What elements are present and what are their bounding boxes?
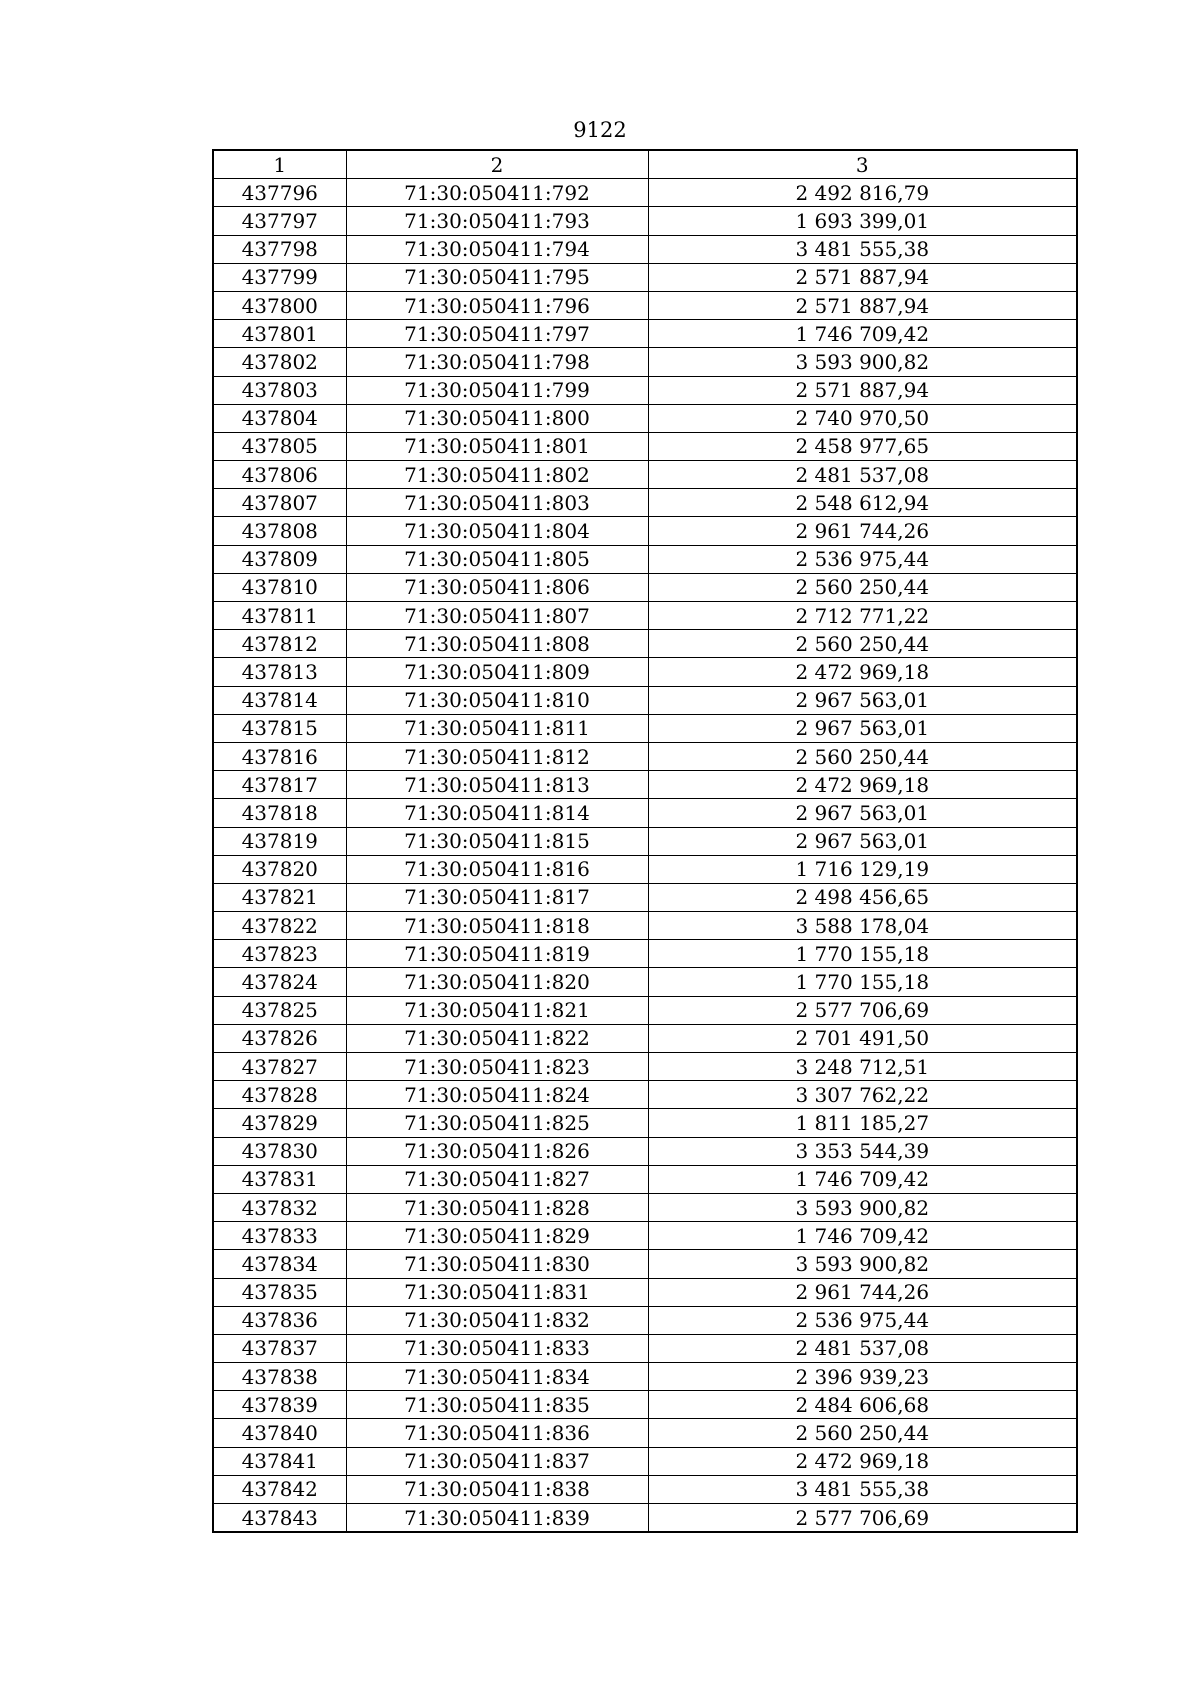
table-row — [213, 1447, 1077, 1475]
row-number-cell: 437828 — [213, 1081, 346, 1109]
value-cell: 2 484 606,68 — [648, 1391, 1077, 1419]
cadastral-number-cell: 71:30:050411:832 — [346, 1306, 648, 1334]
cadastral-number-cell: 71:30:050411:796 — [346, 291, 648, 319]
data-table — [212, 149, 1078, 1533]
value-cell: 2 967 563,01 — [648, 686, 1077, 714]
cadastral-number-cell: 71:30:050411:813 — [346, 771, 648, 799]
cadastral-number-cell: 71:30:050411:837 — [346, 1447, 648, 1475]
row-number-cell: 437800 — [213, 291, 346, 319]
value-cell: 3 353 544,39 — [648, 1137, 1077, 1165]
table-row — [213, 545, 1077, 573]
cadastral-number-cell: 71:30:050411:807 — [346, 602, 648, 630]
cadastral-number-cell: 71:30:050411:820 — [346, 968, 648, 996]
table-row — [213, 742, 1077, 770]
table-row — [213, 1024, 1077, 1052]
row-number-cell: 437825 — [213, 996, 346, 1024]
cadastral-number-cell: 71:30:050411:803 — [346, 489, 648, 517]
value-cell: 2 560 250,44 — [648, 742, 1077, 770]
value-cell: 2 967 563,01 — [648, 714, 1077, 742]
table-row — [213, 320, 1077, 348]
value-cell: 2 548 612,94 — [648, 489, 1077, 517]
cadastral-number-cell: 71:30:050411:805 — [346, 545, 648, 573]
table-row — [213, 1504, 1077, 1533]
value-cell: 2 571 887,94 — [648, 376, 1077, 404]
value-cell: 2 498 456,65 — [648, 883, 1077, 911]
table-row — [213, 968, 1077, 996]
value-cell: 3 481 555,38 — [648, 1475, 1077, 1503]
table-row — [213, 799, 1077, 827]
row-number-cell: 437804 — [213, 404, 346, 432]
table-row — [213, 207, 1077, 235]
value-cell: 1 746 709,42 — [648, 320, 1077, 348]
row-number-cell: 437817 — [213, 771, 346, 799]
value-cell: 1 746 709,42 — [648, 1165, 1077, 1193]
value-cell: 2 571 887,94 — [648, 263, 1077, 291]
value-cell: 3 593 900,82 — [648, 1250, 1077, 1278]
table-row — [213, 602, 1077, 630]
cadastral-number-cell: 71:30:050411:834 — [346, 1363, 648, 1391]
row-number-cell: 437813 — [213, 658, 346, 686]
cadastral-number-cell: 71:30:050411:824 — [346, 1081, 648, 1109]
value-cell: 2 577 706,69 — [648, 996, 1077, 1024]
cadastral-number-cell: 71:30:050411:814 — [346, 799, 648, 827]
cadastral-number-cell: 71:30:050411:825 — [346, 1109, 648, 1137]
row-number-cell: 437837 — [213, 1334, 346, 1362]
value-cell: 2 961 744,26 — [648, 1278, 1077, 1306]
cadastral-number-cell: 71:30:050411:826 — [346, 1137, 648, 1165]
row-number-cell: 437832 — [213, 1193, 346, 1221]
value-cell: 2 481 537,08 — [648, 1334, 1077, 1362]
row-number-cell: 437802 — [213, 348, 346, 376]
row-number-cell: 437836 — [213, 1306, 346, 1334]
cadastral-number-cell: 71:30:050411:794 — [346, 235, 648, 263]
table-row — [213, 291, 1077, 319]
value-cell: 2 536 975,44 — [648, 1306, 1077, 1334]
cadastral-number-cell: 71:30:050411:804 — [346, 517, 648, 545]
row-number-cell: 437819 — [213, 827, 346, 855]
value-cell: 2 560 250,44 — [648, 630, 1077, 658]
cadastral-number-cell: 71:30:050411:812 — [346, 742, 648, 770]
row-number-cell: 437805 — [213, 432, 346, 460]
value-cell: 2 701 491,50 — [648, 1024, 1077, 1052]
row-number-cell: 437833 — [213, 1222, 346, 1250]
cadastral-number-cell: 71:30:050411:792 — [346, 179, 648, 207]
row-number-cell: 437822 — [213, 912, 346, 940]
table-row — [213, 573, 1077, 601]
value-cell: 2 481 537,08 — [648, 461, 1077, 489]
cadastral-number-cell: 71:30:050411:836 — [346, 1419, 648, 1447]
row-number-cell: 437842 — [213, 1475, 346, 1503]
table-row — [213, 996, 1077, 1024]
cadastral-number-cell: 71:30:050411:833 — [346, 1334, 648, 1362]
table-row — [213, 940, 1077, 968]
table-row — [213, 1419, 1077, 1447]
row-number-cell: 437839 — [213, 1391, 346, 1419]
value-cell: 2 472 969,18 — [648, 771, 1077, 799]
table-row — [213, 404, 1077, 432]
row-number-cell: 437827 — [213, 1053, 346, 1081]
table-row — [213, 883, 1077, 911]
page-number: 9122 — [573, 118, 627, 142]
table-body — [213, 179, 1077, 1533]
cadastral-number-cell: 71:30:050411:797 — [346, 320, 648, 348]
row-number-cell: 437818 — [213, 799, 346, 827]
row-number-cell: 437840 — [213, 1419, 346, 1447]
table-row — [213, 1334, 1077, 1362]
column-header-2: 2 — [346, 150, 648, 179]
table-row — [213, 714, 1077, 742]
value-cell: 2 458 977,65 — [648, 432, 1077, 460]
table-header-row — [213, 150, 1077, 179]
row-number-cell: 437834 — [213, 1250, 346, 1278]
table-row — [213, 489, 1077, 517]
value-cell: 1 693 399,01 — [648, 207, 1077, 235]
cadastral-number-cell: 71:30:050411:831 — [346, 1278, 648, 1306]
value-cell: 2 967 563,01 — [648, 827, 1077, 855]
row-number-cell: 437814 — [213, 686, 346, 714]
value-cell: 2 560 250,44 — [648, 1419, 1077, 1447]
cadastral-number-cell: 71:30:050411:800 — [346, 404, 648, 432]
value-cell: 3 481 555,38 — [648, 235, 1077, 263]
value-cell: 3 248 712,51 — [648, 1053, 1077, 1081]
row-number-cell: 437808 — [213, 517, 346, 545]
table-row — [213, 1250, 1077, 1278]
row-number-cell: 437829 — [213, 1109, 346, 1137]
cadastral-number-cell: 71:30:050411:798 — [346, 348, 648, 376]
cadastral-number-cell: 71:30:050411:822 — [346, 1024, 648, 1052]
cadastral-number-cell: 71:30:050411:828 — [346, 1193, 648, 1221]
table-row — [213, 1165, 1077, 1193]
row-number-cell: 437811 — [213, 602, 346, 630]
cadastral-number-cell: 71:30:050411:815 — [346, 827, 648, 855]
cadastral-number-cell: 71:30:050411:838 — [346, 1475, 648, 1503]
cadastral-number-cell: 71:30:050411:801 — [346, 432, 648, 460]
cadastral-number-cell: 71:30:050411:821 — [346, 996, 648, 1024]
value-cell: 2 536 975,44 — [648, 545, 1077, 573]
table-row — [213, 855, 1077, 883]
value-cell: 2 560 250,44 — [648, 573, 1077, 601]
table-row — [213, 630, 1077, 658]
table-row — [213, 1475, 1077, 1503]
table-row — [213, 263, 1077, 291]
table-row — [213, 1222, 1077, 1250]
value-cell: 3 593 900,82 — [648, 348, 1077, 376]
cadastral-number-cell: 71:30:050411:823 — [346, 1053, 648, 1081]
table-row — [213, 179, 1077, 207]
row-number-cell: 437824 — [213, 968, 346, 996]
table-row — [213, 1053, 1077, 1081]
row-number-cell: 437843 — [213, 1504, 346, 1533]
table-row — [213, 1109, 1077, 1137]
table-row — [213, 658, 1077, 686]
row-number-cell: 437812 — [213, 630, 346, 658]
table-row — [213, 517, 1077, 545]
table-row — [213, 1306, 1077, 1334]
table-row — [213, 1137, 1077, 1165]
table-row — [213, 376, 1077, 404]
value-cell: 2 740 970,50 — [648, 404, 1077, 432]
value-cell: 1 770 155,18 — [648, 968, 1077, 996]
cadastral-number-cell: 71:30:050411:795 — [346, 263, 648, 291]
cadastral-number-cell: 71:30:050411:793 — [346, 207, 648, 235]
table-row — [213, 461, 1077, 489]
table-row — [213, 1363, 1077, 1391]
row-number-cell: 437803 — [213, 376, 346, 404]
row-number-cell: 437809 — [213, 545, 346, 573]
value-cell: 2 472 969,18 — [648, 1447, 1077, 1475]
row-number-cell: 437841 — [213, 1447, 346, 1475]
cadastral-number-cell: 71:30:050411:839 — [346, 1504, 648, 1533]
table-row — [213, 1278, 1077, 1306]
table-row — [213, 686, 1077, 714]
row-number-cell: 437838 — [213, 1363, 346, 1391]
row-number-cell: 437810 — [213, 573, 346, 601]
value-cell: 2 577 706,69 — [648, 1504, 1077, 1533]
table-row — [213, 1391, 1077, 1419]
value-cell: 2 396 939,23 — [648, 1363, 1077, 1391]
row-number-cell: 437820 — [213, 855, 346, 883]
value-cell: 3 593 900,82 — [648, 1193, 1077, 1221]
cadastral-number-cell: 71:30:050411:835 — [346, 1391, 648, 1419]
value-cell: 1 746 709,42 — [648, 1222, 1077, 1250]
cadastral-number-cell: 71:30:050411:819 — [346, 940, 648, 968]
table-row — [213, 771, 1077, 799]
table-row — [213, 235, 1077, 263]
row-number-cell: 437830 — [213, 1137, 346, 1165]
table-row — [213, 912, 1077, 940]
table-row — [213, 1193, 1077, 1221]
value-cell: 2 712 771,22 — [648, 602, 1077, 630]
row-number-cell: 437835 — [213, 1278, 346, 1306]
row-number-cell: 437821 — [213, 883, 346, 911]
cadastral-number-cell: 71:30:050411:808 — [346, 630, 648, 658]
column-header-1: 1 — [213, 150, 346, 179]
value-cell: 1 716 129,19 — [648, 855, 1077, 883]
value-cell: 2 571 887,94 — [648, 291, 1077, 319]
value-cell: 3 588 178,04 — [648, 912, 1077, 940]
table-header — [213, 150, 1077, 179]
cadastral-number-cell: 71:30:050411:818 — [346, 912, 648, 940]
value-cell: 2 472 969,18 — [648, 658, 1077, 686]
table-row — [213, 432, 1077, 460]
row-number-cell: 437806 — [213, 461, 346, 489]
cadastral-number-cell: 71:30:050411:806 — [346, 573, 648, 601]
value-cell: 1 811 185,27 — [648, 1109, 1077, 1137]
row-number-cell: 437798 — [213, 235, 346, 263]
row-number-cell: 437796 — [213, 179, 346, 207]
row-number-cell: 437815 — [213, 714, 346, 742]
cadastral-number-cell: 71:30:050411:817 — [346, 883, 648, 911]
cadastral-number-cell: 71:30:050411:829 — [346, 1222, 648, 1250]
cadastral-number-cell: 71:30:050411:830 — [346, 1250, 648, 1278]
cadastral-number-cell: 71:30:050411:810 — [346, 686, 648, 714]
table-row — [213, 348, 1077, 376]
cadastral-number-cell: 71:30:050411:827 — [346, 1165, 648, 1193]
row-number-cell: 437831 — [213, 1165, 346, 1193]
value-cell: 2 492 816,79 — [648, 179, 1077, 207]
row-number-cell: 437823 — [213, 940, 346, 968]
cadastral-number-cell: 71:30:050411:799 — [346, 376, 648, 404]
row-number-cell: 437807 — [213, 489, 346, 517]
value-cell: 1 770 155,18 — [648, 940, 1077, 968]
row-number-cell: 437801 — [213, 320, 346, 348]
value-cell: 2 967 563,01 — [648, 799, 1077, 827]
cadastral-number-cell: 71:30:050411:816 — [346, 855, 648, 883]
row-number-cell: 437799 — [213, 263, 346, 291]
value-cell: 3 307 762,22 — [648, 1081, 1077, 1109]
row-number-cell: 437816 — [213, 742, 346, 770]
table-row — [213, 1081, 1077, 1109]
cadastral-number-cell: 71:30:050411:802 — [346, 461, 648, 489]
table-row — [213, 827, 1077, 855]
row-number-cell: 437797 — [213, 207, 346, 235]
row-number-cell: 437826 — [213, 1024, 346, 1052]
column-header-3: 3 — [648, 150, 1077, 179]
cadastral-number-cell: 71:30:050411:811 — [346, 714, 648, 742]
value-cell: 2 961 744,26 — [648, 517, 1077, 545]
cadastral-number-cell: 71:30:050411:809 — [346, 658, 648, 686]
